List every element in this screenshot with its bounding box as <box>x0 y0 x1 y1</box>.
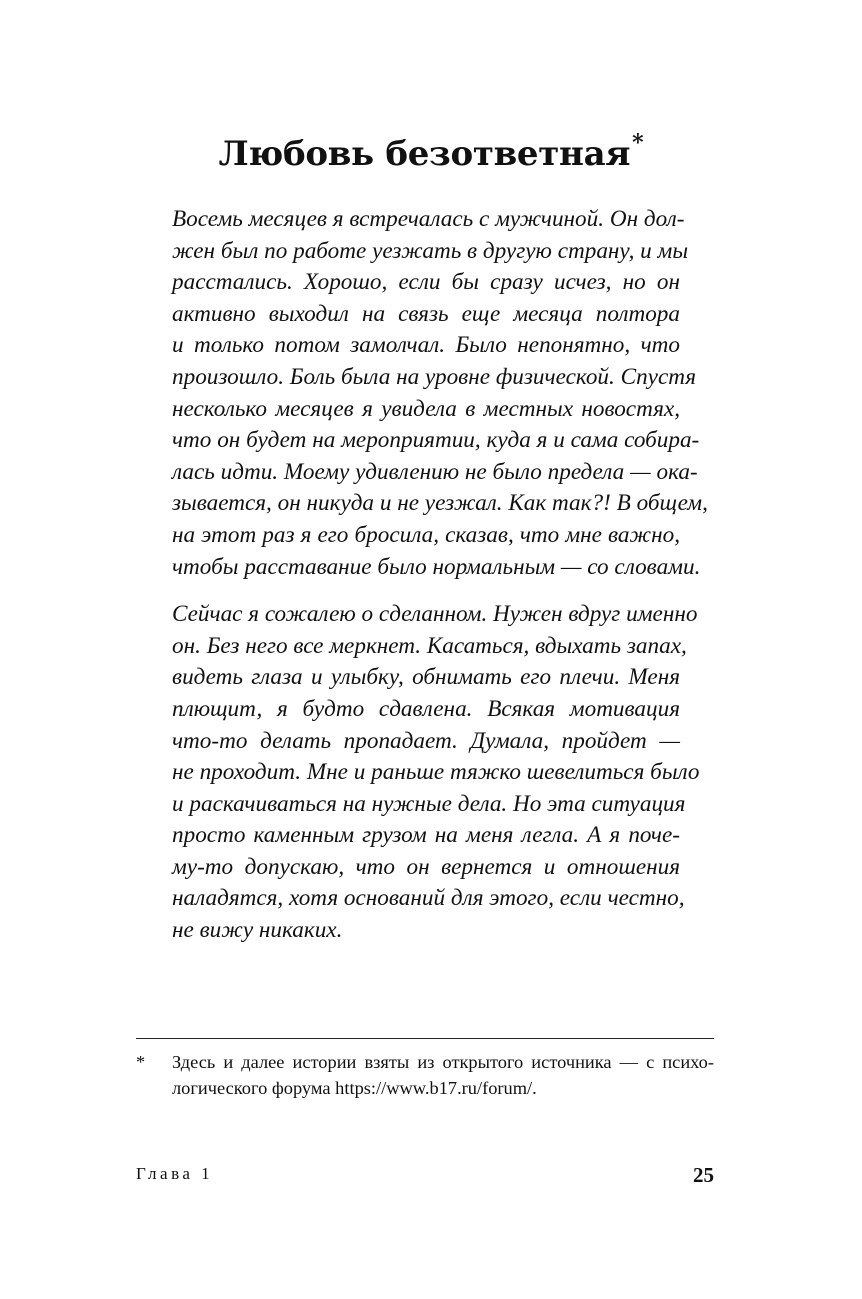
page-number: 25 <box>693 1163 714 1187</box>
title-footnote-mark: * <box>632 130 644 156</box>
text-line: Восемь месяцев я встречалась с мужчиной. Он дол- <box>172 206 685 232</box>
story-text <box>172 204 708 963</box>
footnote-line: логического форума https://www.b17.ru/forum/. <box>172 1078 537 1098</box>
paragraph-1 <box>172 204 708 583</box>
text-line: Сейчас я сожалею о сделанном. Нужен вдруг именно <box>172 601 698 628</box>
text-line: просто каменным грузом на меня легла. А я поче- <box>172 822 680 849</box>
text-line: зывается, он никуда и не уезжал. Как так?! В общем, <box>172 490 708 517</box>
text-line: на этот раз я его бросила, сказав, что мне важно, <box>172 521 680 548</box>
text-line: и раскачиваться на нужные дела. Но эта ситуация <box>172 790 686 817</box>
footnote-line: Здесь и далее истории взяты из открытого источника — с психо- <box>172 1052 714 1072</box>
text-line: активно выходил на связь еще месяца полтора <box>172 300 680 327</box>
text-line: чтобы расставание было нормальным — со словами. <box>172 553 701 580</box>
text-line: несколько месяцев я увидела в местных новостях, <box>172 395 680 422</box>
text-line: не проходит. Мне и раньше тяжко шевелиться было <box>172 759 700 786</box>
text-line: что он будет на мероприятии, куда я и сама собира- <box>172 427 700 454</box>
footnote-mark: * <box>136 1052 146 1072</box>
text-line: не вижу никаких. <box>172 917 343 944</box>
running-footer-chapter: Глава 1 <box>136 1164 214 1183</box>
text-line: расстались. Хорошо, если бы сразу исчез, но он <box>172 269 680 296</box>
text-line: и только потом замолчал. Было непонятно, что <box>172 332 680 359</box>
text-line: му-то допускаю, что он вернется и отношения <box>172 853 680 880</box>
footnote-text <box>172 1049 714 1101</box>
text-line: наладятся, хотя оснований для этого, если честно, <box>172 885 685 912</box>
paragraph-2 <box>172 599 700 947</box>
text-line: лась идти. Моему удивлению не было предела — ока- <box>172 458 698 485</box>
chapter-section-title <box>0 130 862 174</box>
footnote-divider <box>136 1038 714 1039</box>
title-text: Любовь безответная <box>218 134 631 174</box>
footnote <box>136 1049 714 1101</box>
text-line: произошло. Боль была на уровне физической. Спустя <box>172 363 697 390</box>
text-line: плющит, я будто сдавлена. Всякая мотивация <box>172 695 680 722</box>
text-line: жен был по работе уезжать в другую страну, и мы <box>172 237 689 264</box>
text-line: что-то делать пропадает. Думала, пройдет — <box>172 727 680 754</box>
text-line: видеть глаза и улыбку, обнимать его плечи. Меня <box>172 664 680 691</box>
text-line: он. Без него все меркнет. Касаться, вдыхать запах, <box>172 632 687 659</box>
